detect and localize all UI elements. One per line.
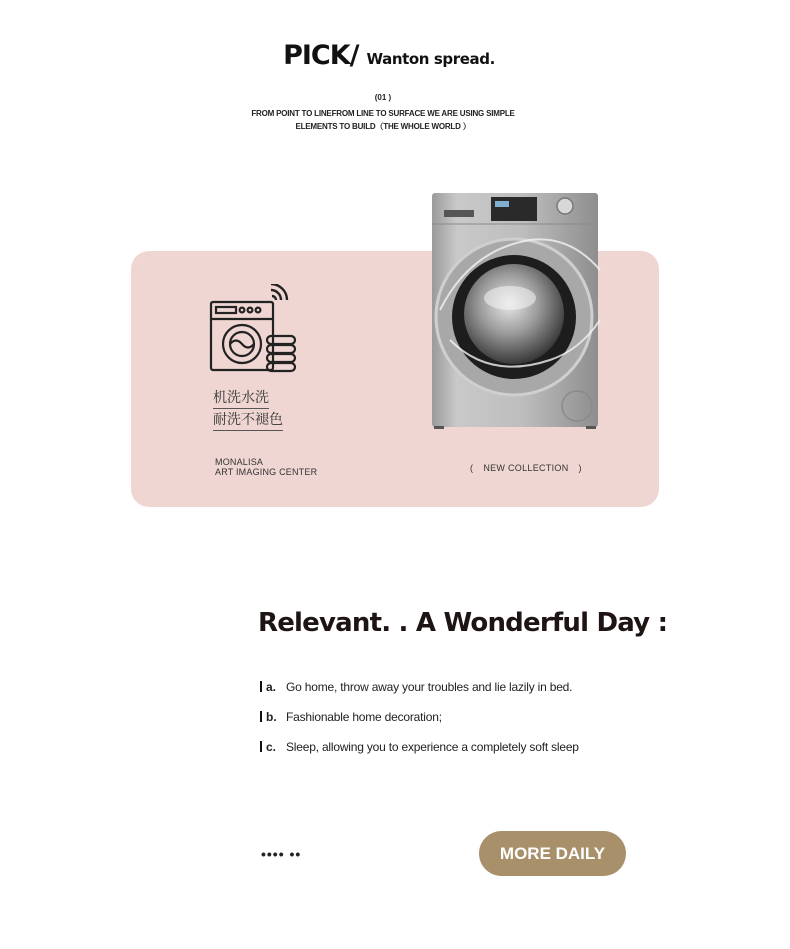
studio-line-1: MONALISA (215, 457, 264, 467)
tips-list (260, 672, 579, 762)
decorative-dots: •••• •• (261, 846, 302, 862)
list-item (260, 672, 579, 702)
list-item (260, 702, 579, 732)
brand-row (0, 40, 790, 71)
intro-line-1: FROM POINT TO LINEFROM LINE TO SURFACE WE ARE USING SIMPLE (251, 109, 515, 118)
washing-machine-wifi-icon (209, 284, 299, 374)
more-daily-button[interactable]: MORE DAILY (479, 831, 626, 876)
washing-machine-image (420, 190, 610, 430)
list-marker: c. (260, 740, 286, 754)
intro-line-2: ELEMENTS TO BUILD（THE WHOLE WORLD ） (295, 122, 471, 131)
collection-open-paren: ( (470, 463, 474, 473)
collection-close-paren: ) (578, 463, 582, 473)
tagline: Wanton spread. (366, 50, 495, 68)
list-marker: b. (260, 710, 286, 724)
intro-text (0, 107, 790, 133)
feature-line-1: 机洗水洗 (213, 389, 269, 409)
section-index: (01 ) (374, 93, 392, 102)
page-header (0, 40, 790, 133)
feature-line-2: 耐洗不褪色 (213, 411, 283, 431)
studio-credit (215, 457, 317, 477)
collection-text: NEW COLLECTION (483, 463, 569, 473)
studio-line-2: ART IMAGING CENTER (215, 467, 318, 477)
feature-text (213, 389, 283, 433)
list-item-text: Sleep, allowing you to experience a completely soft sleep (286, 740, 579, 754)
list-marker: a. (260, 680, 286, 694)
section-headline: Relevant. . A Wonderful Day : (258, 608, 668, 638)
list-item-text: Fashionable home decoration; (286, 710, 442, 724)
collection-label (470, 463, 582, 473)
list-item (260, 732, 579, 762)
list-item-text: Go home, throw away your troubles and lie lazily in bed. (286, 680, 573, 694)
brand-logo: PICK/ (283, 40, 359, 71)
